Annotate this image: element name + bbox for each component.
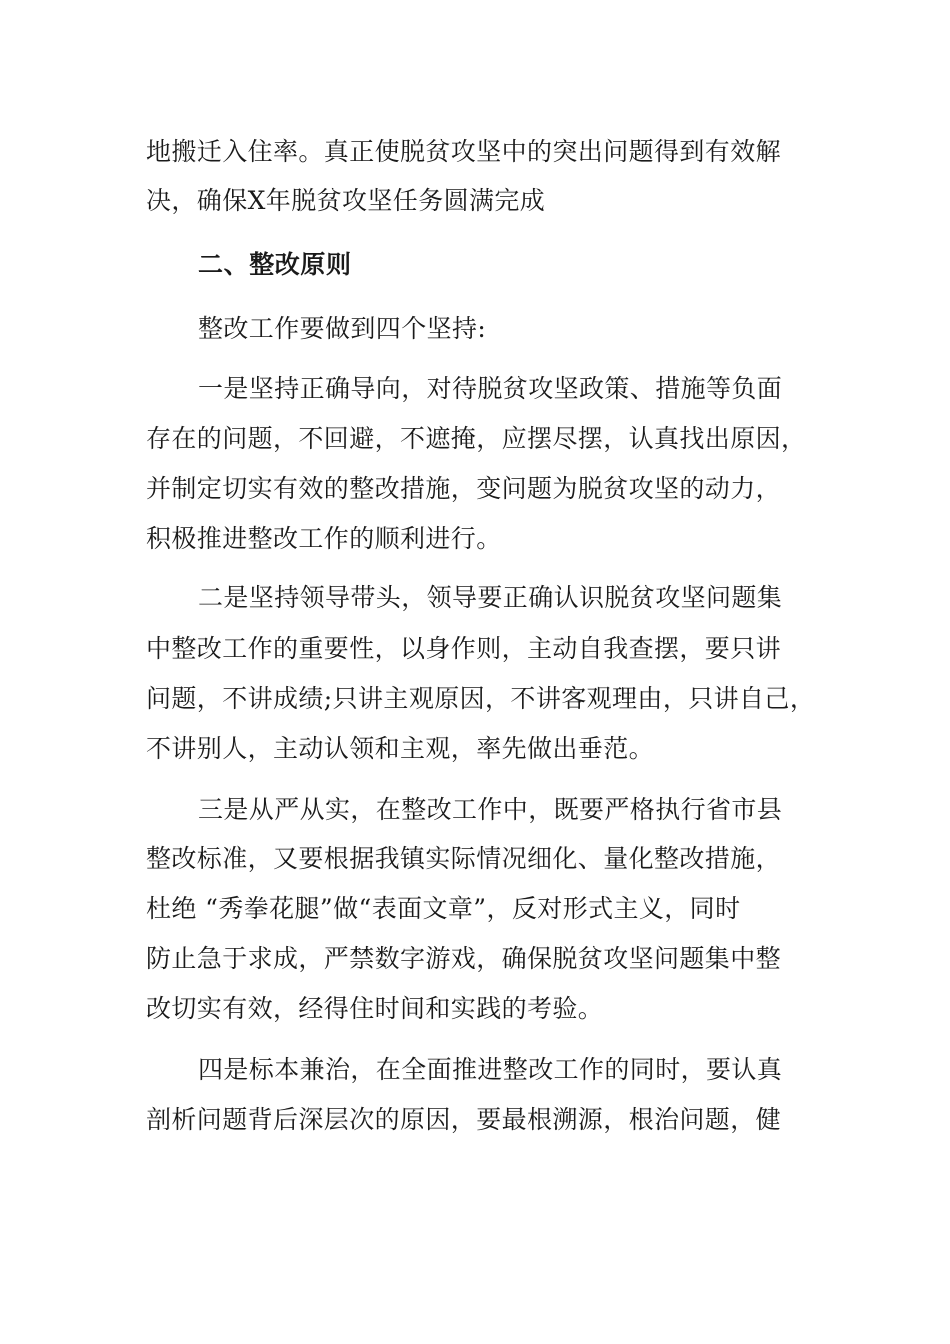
paragraph-3-line: 三是从严从实，在整改工作中，既要严格执行省市县 xyxy=(198,795,783,824)
paragraph-2-line: 问题，不讲成绩;只讲主观原因，不讲客观理由，只讲自己， xyxy=(146,684,816,713)
paragraph-1-line: 一是坚持正确导向，对待脱贫攻坚政策、措施等负面 xyxy=(198,374,783,403)
paragraph-3-line: 改切实有效，经得住时间和实践的考验。 xyxy=(146,994,604,1023)
paragraph-4-line: 剖析问题背后深层次的原因，要最根溯源，根治问题，健 xyxy=(146,1105,782,1134)
paragraph-2-line: 二是坚持领导带头，领导要正确认识脱贫攻坚问题集 xyxy=(198,583,783,612)
paragraph-2-line: 中整改工作的重要性，以身作则，主动自我查摆，要只讲 xyxy=(146,634,782,663)
body-text-line: 地搬迁入住率。真正使脱贫攻坚中的突出问题得到有效解 xyxy=(146,137,782,166)
paragraph-intro: 整改工作要做到四个坚持: xyxy=(198,314,487,343)
paragraph-3-line: 防止急于求成，严禁数字游戏，确保脱贫攻坚问题集中整 xyxy=(146,944,782,973)
paragraph-1-line: 并制定切实有效的整改措施，变问题为脱贫攻坚的动力， xyxy=(146,474,782,503)
paragraph-1-line: 积极推进整改工作的顺利进行。 xyxy=(146,524,502,553)
paragraph-4-line: 四是标本兼治，在全面推进整改工作的同时，要认真 xyxy=(198,1055,783,1084)
section-heading: 二、整改原则 xyxy=(198,250,352,279)
paragraph-3-line: 整改标准，又要根据我镇实际情况细化、量化整改措施， xyxy=(146,844,782,873)
paragraph-1-line: 存在的问题，不回避，不遮掩，应摆尽摆，认真找出原因， xyxy=(146,424,807,453)
paragraph-2-line: 不讲别人，主动认领和主观，率先做出垂范。 xyxy=(146,734,655,763)
paragraph-3-line: 杜绝 “秀拳花腿”做“表面文章”，反对形式主义，同时 xyxy=(146,894,741,923)
body-text-line: 决，确保X年脱贫攻坚任务圆满完成 xyxy=(146,186,546,215)
